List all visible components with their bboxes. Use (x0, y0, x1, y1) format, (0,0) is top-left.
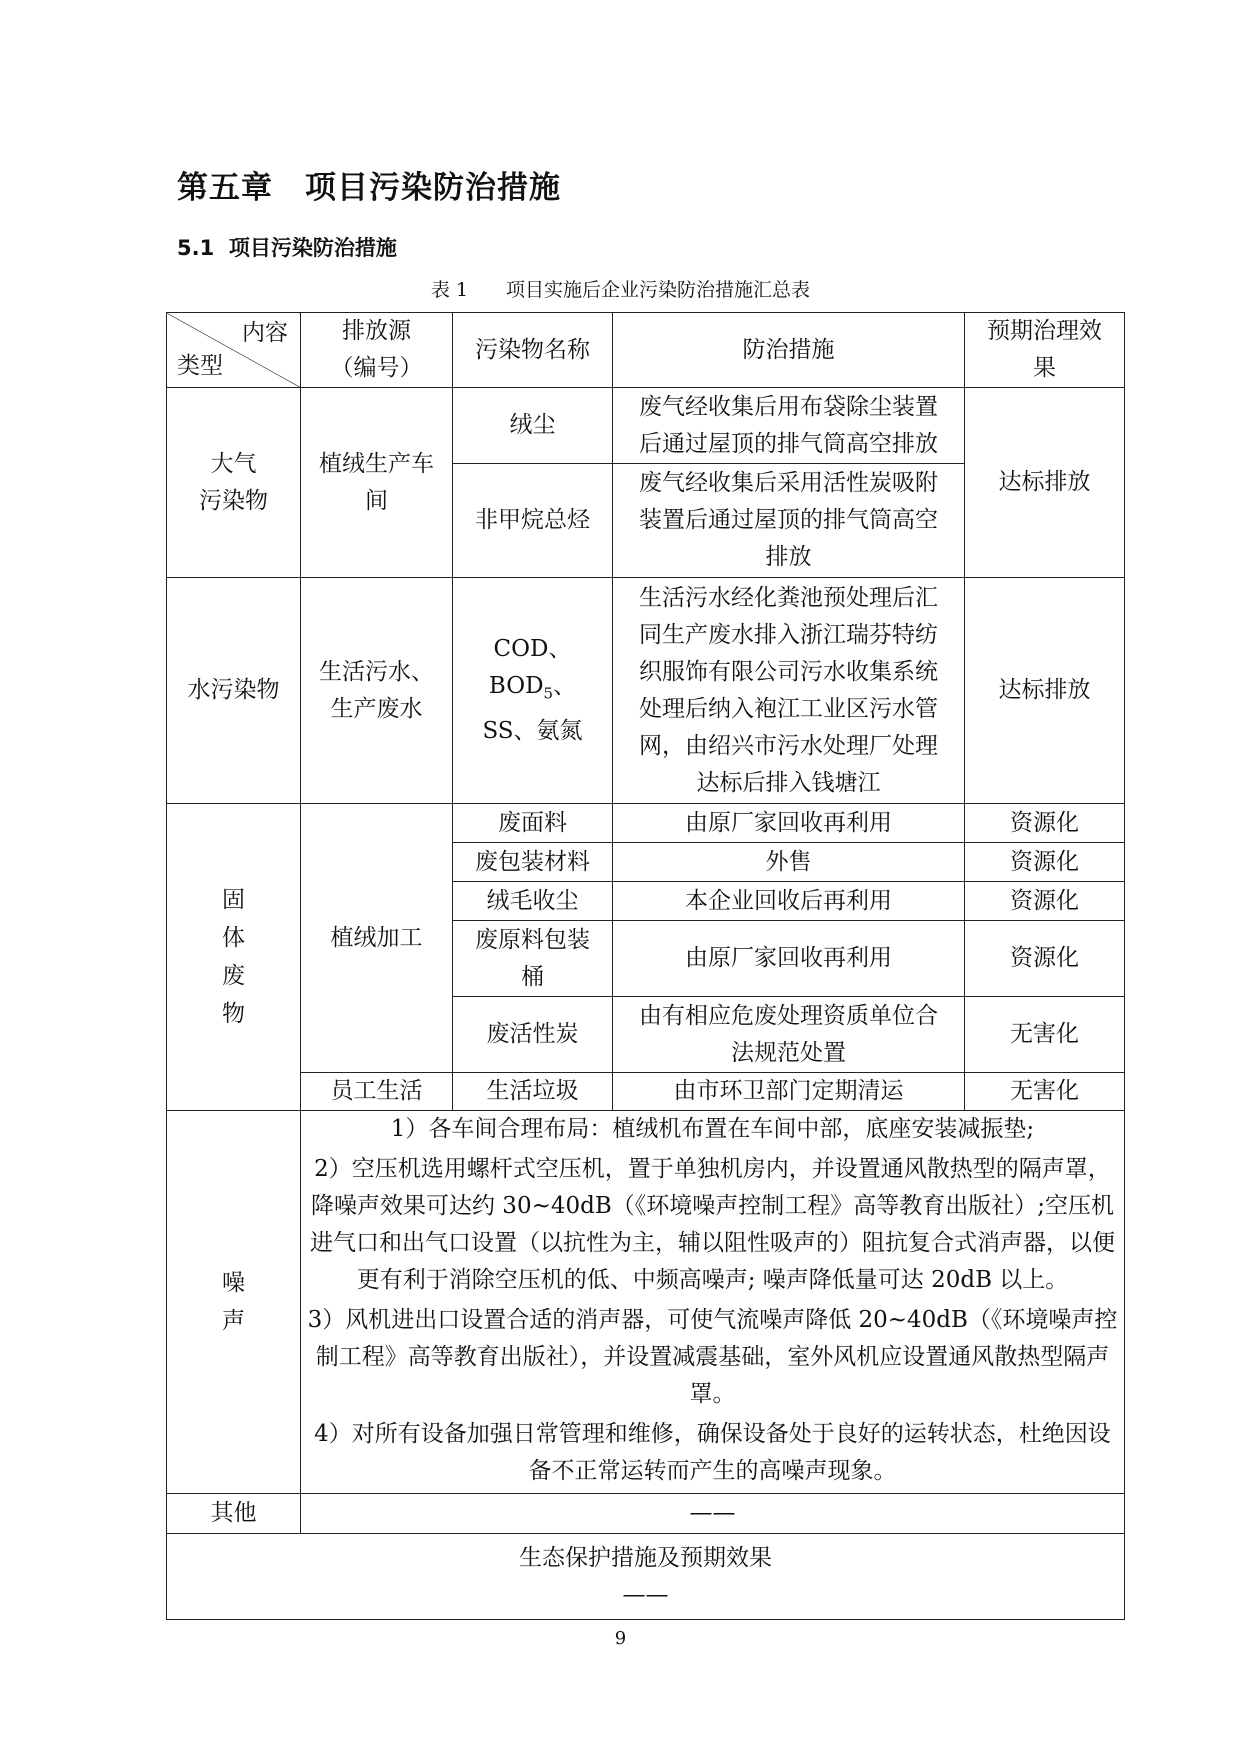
effect-cell: 资源化 (965, 804, 1125, 843)
pollutant-cell: 废包装材料 (453, 843, 613, 882)
table-row (167, 1073, 1125, 1111)
section-title: 5.1 项目污染防治措施 (177, 236, 397, 260)
type-water: 水污染物 (167, 578, 301, 804)
header-type-label: 类型 (177, 353, 223, 379)
header-measure: 防治措施 (613, 313, 965, 388)
source-water: 生活污水、 生产废水 (301, 578, 453, 804)
table-row (167, 804, 1125, 843)
effect-air: 达标排放 (965, 388, 1125, 578)
pollutant-cell: 废活性炭 (453, 997, 613, 1073)
header-effect: 预期治理效 果 (965, 313, 1125, 388)
measure-cell: 废气经收集后采用活性炭吸附 装置后通过屋顶的排气筒高空 排放 (613, 464, 965, 578)
type-noise: 噪 声 (167, 1111, 301, 1494)
pollutant-water: COD、$BOD_5$、 SS、氨氮 (453, 578, 613, 804)
table-row (167, 578, 1125, 804)
eco-measures (167, 1534, 1125, 1620)
pollutant-cell: 废面料 (453, 804, 613, 843)
effect-water: 达标排放 (965, 578, 1125, 804)
table-row (167, 388, 1125, 464)
measure-cell: 由市环卫部门定期清运 (613, 1073, 965, 1111)
table-row (167, 1494, 1125, 1534)
noise-item: 2）空压机选用螺杆式空压机，置于单独机房内，并设置通风散热型的隔声罩，降噪声效果可达约 30~40dB（《环境噪声控制工程》高等教育出版社）;空压机进气口和出气口设置（以抗性为主，辅以阻性吸声的）阻抗复合式消声器，以便更有利于消除空压机的低、中频高噪声; 噪声降低量可达 20dB 以上。 (310, 1156, 1115, 1293)
measure-cell: 由原厂家回收再利用 (613, 804, 965, 843)
chapter-title: 第五章 项目污染防治措施 (177, 170, 561, 206)
pollutant-cell: 生活垃圾 (453, 1073, 613, 1111)
noise-item: 3）风机进出口设置合适的消声器，可使气流噪声降低 20~40dB（《环境噪声控制工程》高等教育出版社），并设置减震基础，室外风机应设置通风散热型隔声罩。 (307, 1307, 1118, 1407)
table-row (167, 1534, 1125, 1620)
table-caption: 表 1 项目实施后企业污染防治措施汇总表 (430, 279, 811, 301)
effect-cell: 无害化 (965, 1073, 1125, 1111)
type-air: 大气 污染物 (167, 388, 301, 578)
table-row (167, 1111, 1125, 1494)
measure-water: 生活污水经化粪池预处理后汇 同生产废水排入浙江瑞芬特纺 织服饰有限公司污水收集系统 处理后纳入袍江工业区污水管 网，由绍兴市污水处理厂处理 达标后排入钱塘江 (613, 578, 965, 804)
effect-cell: 资源化 (965, 843, 1125, 882)
pollution-measures-table (166, 312, 1125, 1620)
measure-cell: 废气经收集后用布袋除尘装置 后通过屋顶的排气筒高空排放 (613, 388, 965, 464)
eco-label: 生态保护措施及预期效果 (519, 1544, 772, 1571)
diagonal-header-cell (167, 313, 301, 388)
pollutant-cell: 非甲烷总烃 (453, 464, 613, 578)
other-value: —— (301, 1494, 1125, 1534)
measure-cell: 本企业回收后再利用 (613, 882, 965, 921)
pollutant-cell: 绒尘 (453, 388, 613, 464)
effect-cell: 无害化 (965, 997, 1125, 1073)
measure-cell: 外售 (613, 843, 965, 882)
source-air: 植绒生产车 间 (301, 388, 453, 578)
effect-cell: 资源化 (965, 882, 1125, 921)
source-solid-b: 员工生活 (301, 1073, 453, 1111)
header-content-label: 内容 (242, 320, 288, 346)
effect-cell: 资源化 (965, 921, 1125, 997)
header-source: 排放源 （编号） (301, 313, 453, 388)
eco-value: —— (622, 1581, 669, 1608)
noise-item: 4）对所有设备加强日常管理和维修，确保设备处于良好的运转状态，杜绝因设备不正常运转而产生的高噪声现象。 (314, 1421, 1111, 1484)
noise-measures (301, 1111, 1125, 1494)
source-solid-a: 植绒加工 (301, 804, 453, 1073)
type-other: 其他 (167, 1494, 301, 1534)
header-pollutant: 污染物名称 (453, 313, 613, 388)
pollutant-cell: 绒毛收尘 (453, 882, 613, 921)
table-header-row (167, 313, 1125, 388)
type-solid: 固 体 废 物 (167, 804, 301, 1111)
page-number: 9 (614, 1628, 627, 1649)
noise-item: 1）各车间合理布局：植绒机布置在车间中部，底座安装减振垫; (390, 1116, 1035, 1142)
measure-cell: 由有相应危废处理资质单位合 法规范处置 (613, 997, 965, 1073)
measure-cell: 由原厂家回收再利用 (613, 921, 965, 997)
pollutant-cell: 废原料包装 桶 (453, 921, 613, 997)
